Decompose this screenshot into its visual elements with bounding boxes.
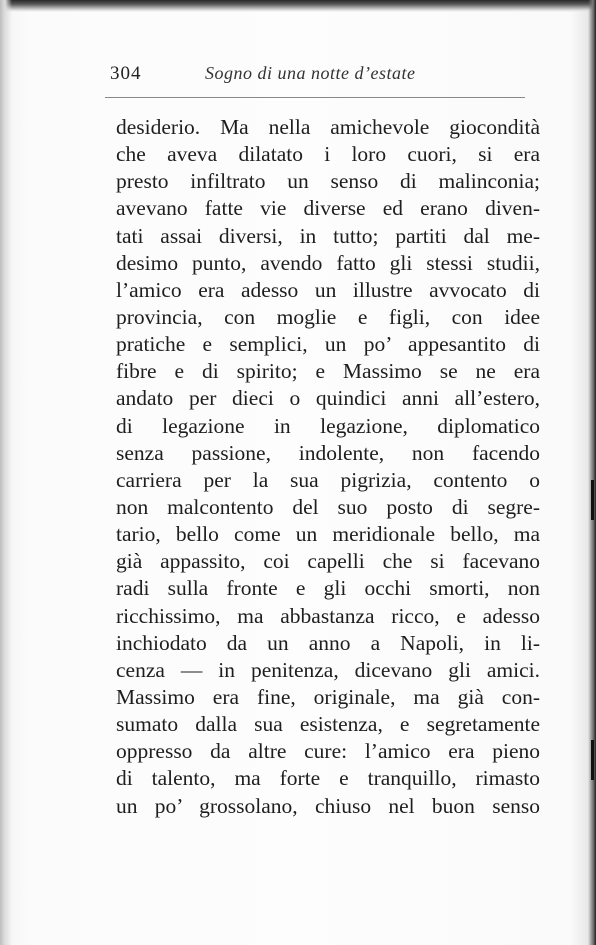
page-left-edge-shadow <box>0 0 12 945</box>
text-line: che aveva dilatato i loro cuori, si era <box>116 142 540 167</box>
text-line: tati assai diversi, in tutto; partiti dal me- <box>116 223 540 248</box>
text-line: avevano fatte vie diverse ed erano diven- <box>116 196 540 221</box>
text-line: fibre e di spirito; e Massimo se ne era <box>116 359 540 384</box>
text-line: ricchissimo, ma abbastanza ricco, e adesso <box>116 603 540 628</box>
page-top-edge-shadow <box>0 0 596 12</box>
page-number: 304 <box>110 63 142 84</box>
page-header <box>110 63 540 89</box>
text-line: non malcontento del suo posto di segre- <box>116 494 540 519</box>
text-line: Massimo era fine, originale, ma già con- <box>116 684 540 709</box>
text-line: presto infiltrato un senso di malinconia; <box>116 169 540 194</box>
text-line: radi sulla fronte e gli occhi smorti, non <box>116 576 540 601</box>
text-line: l’amico era adesso un illustre avvocato di <box>116 277 540 302</box>
text-line: di legazione in legazione, diplomatico <box>116 413 540 438</box>
text-line: oppresso da altre cure: l’amico era pieno <box>116 739 540 764</box>
text-line: di talento, ma forte e tranquillo, rimasto <box>116 766 540 791</box>
text-line: già appassito, coi capelli che si facevano <box>116 549 540 574</box>
text-line: pratiche e semplici, un po’ appesantito di <box>116 332 540 357</box>
text-line: desiderio. Ma nella amichevole giocondità <box>116 115 540 139</box>
text-line: tario, bello come un meridionale bello, ma <box>116 522 540 547</box>
binding-mark <box>591 480 594 520</box>
running-title: Sogno di una notte d’estate <box>205 63 416 83</box>
text-line: inchiodato da un anno a Napoli, in li- <box>116 630 540 655</box>
text-line: un po’ grossolano, chiuso nel buon senso <box>116 793 540 818</box>
text-line: sumato dalla sua esistenza, e segretamente <box>116 712 540 737</box>
text-line: desimo punto, avendo fatto gli stessi studii, <box>116 250 540 275</box>
text-line: andato per dieci o quindici anni all’estero, <box>116 386 540 411</box>
body-text <box>116 114 540 820</box>
text-line: carriera per la sua pigrizia, contento o <box>116 467 540 492</box>
page-right-edge-shadow <box>588 0 596 945</box>
binding-mark <box>591 740 594 780</box>
header-rule <box>105 97 525 98</box>
text-line: provincia, con moglie e figli, con idee <box>116 304 540 329</box>
text-line: cenza — in penitenza, dicevano gli amici. <box>116 657 540 682</box>
text-line: senza passione, indolente, non facendo <box>116 440 540 465</box>
